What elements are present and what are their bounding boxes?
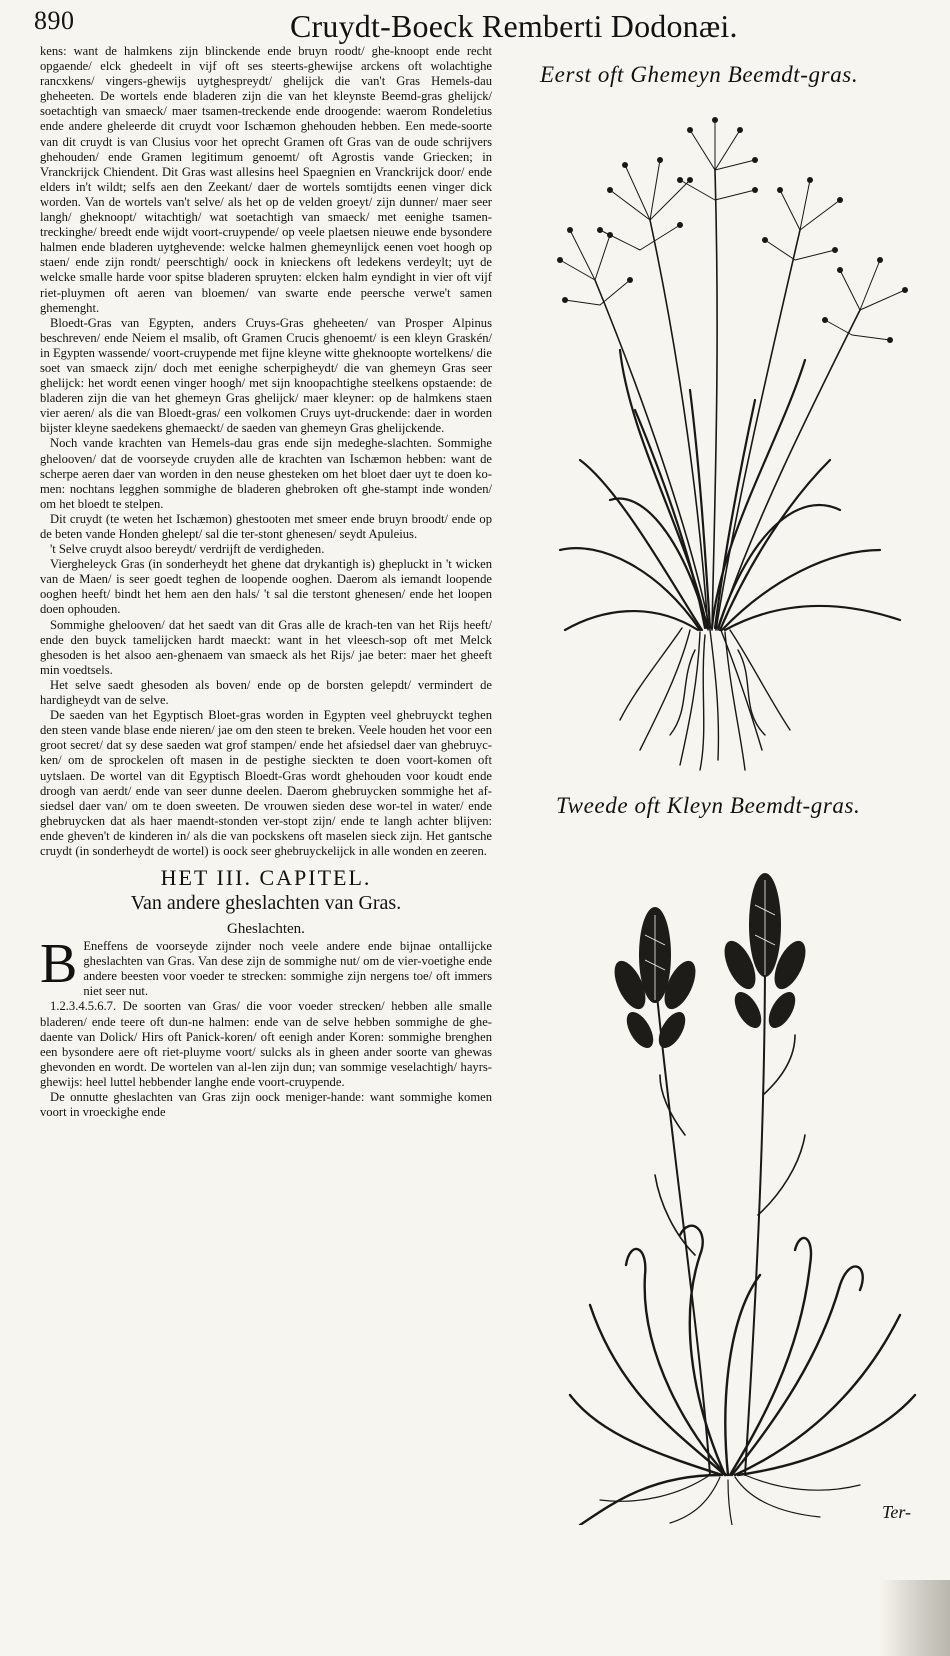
paragraph: Dit cruydt (te weten het Ischæmon) ghestooten met smeer ende bruyn broodt/ ende op de beten vande Honden ghelept/ sal die ter-stont ghenesen/ seydt Apuleius. [40,511,492,541]
main-text-column [40,44,492,1120]
paragraph: 't Selve cruydt alsoo bereydt/ verdrijft de verdigheden. [50,542,325,557]
chapter-heading [40,865,492,939]
page-number: 890 [34,6,75,35]
paragraph: Noch vande krachten van Hemels-dau gras ende sijn medeghe-slachten. Sommighe ghelooven/ dat de voorseyde cruyden alle de krachten van Ischæmon hebben: want de scherpe aeren daer van worden in den neuse ghesteken om het bloet daer uyt te doen ko-men: nochtans legghen sommighe de bladeren ghebroken oft ghe-stampt inde wonden/ om het bloedt te stelpen. [40,436,492,511]
paragraph: Viergheleyck Gras (in sonderheydt het ghene dat drykantigh is) ghepluckt in 't wicken van de Maen/ is seer goedt teghen de loopende ooghen. Daerom als iemandt loopende ooghen heeft/ bindt het hem aen den hals/ 't sal die terstont ghenesen/ ende het loopen doen ophouden. [40,557,492,617]
chapter-subtitle: Van andere gheslachten van Gras. [130,892,402,915]
opening-paragraph [40,933,492,999]
grass-illustration-2 [560,835,930,1525]
running-head: Cruydt-Boeck Remberti Dodonæi. [290,8,738,44]
scan-edge-shadow [880,1580,950,1656]
catchword: Ter- [882,1502,911,1522]
figure-caption-2: Tweede oft Kleyn Beemdt-gras. [556,793,861,818]
paragraph: Bloedt-Gras van Egypten, anders Cruys-Gras gheheeten/ van Prosper Alpinus beschreven/ ende Neiem el msalib, oft Gramen Crucis ghenoemt/ is een kleyn Graskén/ in Egypten wassende/ voort-cruypende met fijne kleyne witte gheknoopte wortelkens/ die soet van smaeck zijn/ doch met eenighe scherpigheydt/ die van ghemeyn Gras seer ghelijck: het wordt eenen vinger hoogh/ met sijn knoopachtighe steelkens opstaende: de bladeren zijn die van het ghemeyn Gras ghelijck/ maer kleyner: op de halmkens staen vier aeren/ als die van Bloedt-gras/ een volkomen Cruys uyt-druckende: daer in worden bijster kleyne saedekens ghemaeckt/ de saeden van ghemeyn Gras ghelijckende. [40,315,492,436]
paragraph: De saeden van het Egyptisch Bloet-gras worden in Egypten veel ghebruyckt teghen den steen vande blase ende nieren/ jae om den steen te breken. Veele houden het voor een groot secret/ dat sy dese saeden wat grof stampen/ ende het afsiedsel daer van ghebruyc-ken/ om de sprockelen oft masen in de pestighe sieckten te doen voort-komen oft uytslaen. De wortel van dit Egyptisch Bloedt-Gras wordt ghehouden voor koudt ende droogh van aerdt/ ende van seer dunne deelen. Daerom ghebruycken sommighe het af-siedsel daer van/ om te doen sweeten. De vrouwen sieden dese wor-tel in water/ ende ghebruycken dat als haer maendt-stonden ver-stopt zijn/ ende te langh achter blijven: ende gheven't de kinderen in/ als die van pockskens oft maselen sieck zijn. Het gantsche cruydt (in sonderheydt de wortel) is oock seer ghebruyckelijck in alle wonden en zeeren. [40,708,492,858]
section-heading: Gheslachten. [227,921,305,938]
drop-cap: B [40,933,78,996]
paragraph: De onnutte gheslachten van Gras zijn oock meniger-hande: want sommighe komen voort in vroeckighe ende [40,1090,492,1120]
paragraph: kens: want de halmkens zijn blinckende ende bruyn roodt/ ghe-knoopt ende recht opgaende/ elck ghedeelt in vijf oft ses steerts-ghewijse arckens oft wolachtighe rancxkens/ vingers-ghewijs uytghesprеydt/ ghelijck die van't Gras Hemels-dau gheheeten. De wortels ende bladeren zijn die van het kleynste Beemd-gras ghelijck/ soetachtigh van smaeck/ maer tsamen-treckende ende droogende: waerom Rondeletius ende andere gheleerde dit cruydt voor Ischæmon ghehouden hebben. Een mede-soorte van dit cruydt is van Clusius voor het oprecht Gramen oft Gras van de oude schrijvers ghehouden/ ende Gramen legitimum genoemt/ oft Agrostis vande Griecken; in Vranckrijck Chiendent. Dit Gras wast allesins heel Spaegnien en Vranckrijck door/ ende elders in't wildt; selfs aen den Zeekant/ daer de wortels somtijdts eenen vinger dick worden. Van de wortels van't selve/ als het op de velden groeyt/ zijn dunner/ maer seer langh/ gheknoopt/ witachtigh/ wat soetachtigh van smaeck/ met eenighe tsamen-treckinghe/ breedt ende wijdt voort-cruypende/ op veele plaetsen nieuwe ende bysondere halmen ende bladeren uytghevende: welcke halmen ghemeynlijck eenen voet hoogh op staen/ ende zijn rondt/ peerschtigh/ oock in knieckens oft ledekens verdeylt; uyt de welcke smalle harde voor spitse bladeren spruyten: elcken halm eyndight in vier oft vijf riet-pluymen oft aeren van bloemen/ van swarte ende peersche verwe't samen ghemenght. [40,44,492,315]
paragraph: 1.2.3.4.5.6.7. De soorten van Gras/ die voor voeder strecken/ hebben alle smalle bladeren/ ende teere oft dun-ne halmen: ende van de selve hebben sommighe de ghe-daente van Dolick/ Hirs oft Panick-koren/ oft eenigh ander Koren: sommighe brenghen een bysondere aere oft riet-pluyme voort/ sulcks als in gheen ander soorte van ghewas ghevonden en wordt. De wortelen van al-len zijn dun; van sommige veselachtigh/ hayrs-ghewijs: heel luttel hebbender langhe ende voort-cruypende. [40,999,492,1089]
figure-caption-1: Eerst oft Ghemeyn Beemdt-gras. [540,62,859,87]
opening-paragraph-text: Eneffens de voorseyde zijnder noch veele andere ende bijnae ontallijcke gheslachten van Gras. Van dese zijn de sommighe nut/ om de vier-voetighe ende andere beesten voor voeder te strecken: sommighe zijn nergens toe/ oft immers niet seer nut. [83,939,492,999]
grass-illustration-1 [540,110,930,775]
paragraph: Het selve saedt ghesoden als boven/ ende op de borsten gelepdt/ vermindert de hardigheydt van de selve. [40,677,492,708]
chapter-title: HET III. CAPITEL. [160,865,372,891]
paragraph: Sommighe ghelooven/ dat het saedt van dit Gras alle de krach-ten van het Rijs heeft/ ende den buyck tamelijcken hardt maeckt: want in het vleesch-sop oft met Melck ghesoden is het alsoo aen-ghenaem van smaeck als het Rijs/ jae beter: maer het gheeft min voedtsels. [40,617,492,677]
